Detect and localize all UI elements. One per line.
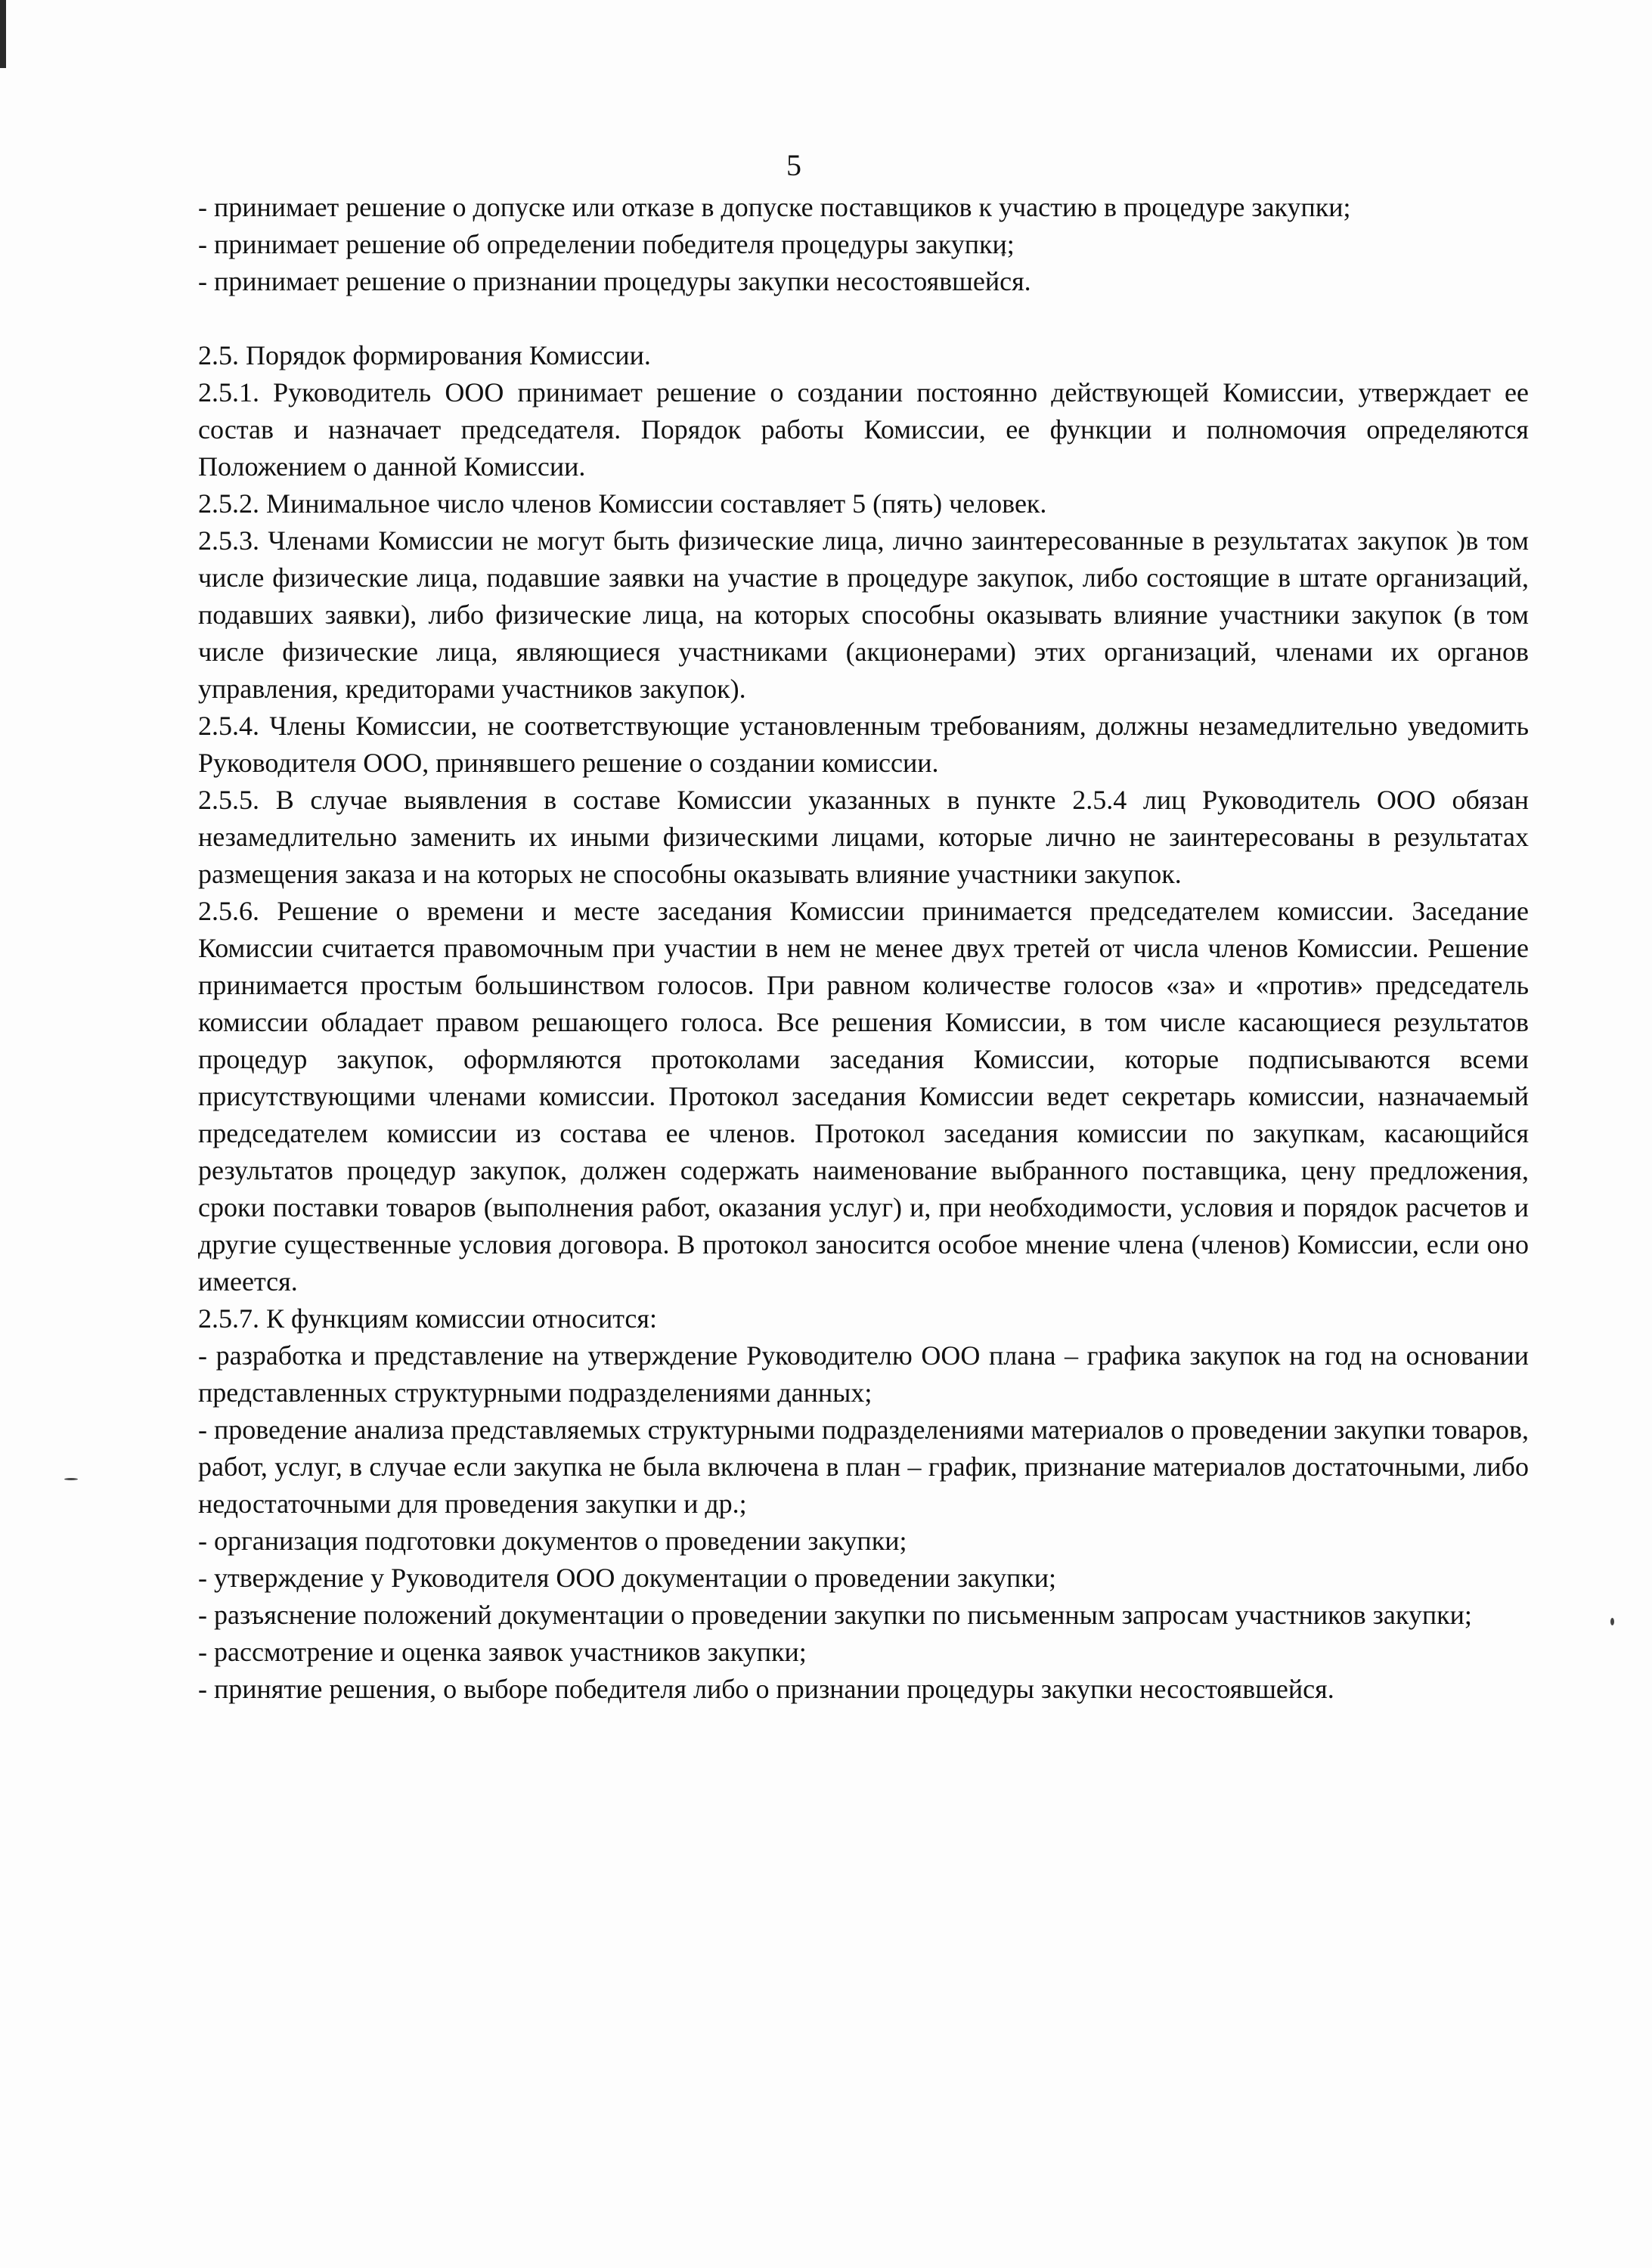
- scan-edge-mark: [0, 0, 6, 68]
- paragraph-2-5-3: 2.5.3. Членами Комиссии не могут быть физические лица, лично заинтересованные в результатах закупок )в том числе физические лица, подавшие заявки на участие в процедуре закупок, либо состоящие в штате организаций, подавших заявки), либо физические лица, на которых способны оказывать влияние участники закупок (в том числе физические лица, являющиеся участниками (акционерами) этих организаций, членами их органов управления, кредиторами участников закупок).: [198, 525, 1529, 704]
- scan-speck: [64, 1478, 78, 1480]
- page-number: 5: [786, 148, 801, 182]
- section-heading: 2.5. Порядок формирования Комиссии.: [198, 340, 651, 370]
- function-item: - утверждение у Руководителя ООО документации о проведении закупки;: [198, 1563, 1057, 1593]
- paragraph-gap: [198, 300, 1529, 337]
- function-item: - организация подготовки документов о проведении закупки;: [198, 1526, 907, 1556]
- scan-speck: [1610, 1618, 1614, 1625]
- function-item: - принятие решения, о выборе победителя либо о признании процедуры закупки несостоявшейся.: [198, 1674, 1334, 1704]
- function-item: - разработка и представление на утверждение Руководителю ООО плана – графика закупок на год на основании представленных структурными подразделениями данных;: [198, 1340, 1529, 1408]
- paragraph-2-5-5: 2.5.5. В случае выявления в составе Комиссии указанных в пункте 2.5.4 лиц Руководитель ООО обязан незамедлительно заменить их иными физическими лицами, которые лично не заинтересованы в результатах размещения заказа и на которых не способны оказывать влияние участники закупок.: [198, 785, 1529, 889]
- paragraph-2-5-6: 2.5.6. Решение о времени и месте заседания Комиссии принимается председателем комиссии. Заседание Комиссии считается правомочным при участии в нем не менее двух третей от числа членов Комиссии. Решение принимается простым большинством голосов. При равном количестве голосов «за» и «против» председатель комиссии обладает правом решающего голоса. Все решения Комиссии, в том числе касающиеся результатов процедур закупок, оформляются протоколами заседания Комиссии, которые подписываются всеми присутствующими членами комиссии. Протокол заседания Комиссии ведет секретарь комиссии, назначаемый председателем комиссии из состава ее членов. Протокол заседания комиссии по закупкам, касающийся результатов процедур закупок, должен содержать наименование выбранного поставщика, цену предложения, сроки поставки товаров (выполнения работ, оказания услуг) и, при необходимости, условия и порядок расчетов и другие существенные условия договора. В протокол заносится особое мнение члена (членов) Комиссии, если оно имеется.: [198, 896, 1529, 1297]
- intro-item: - принимает решение о допуске или отказе в допуске поставщиков к участию в процедуре закупки;: [198, 192, 1351, 222]
- intro-item: - принимает решение о признании процедуры закупки несостоявшейся.: [198, 266, 1031, 296]
- paragraph-2-5-1: 2.5.1. Руководитель ООО принимает решение о создании постоянно действующей Комиссии, утверждает ее состав и назначает председателя. Порядок работы Комиссии, ее функции и полномочия определяются Положением о данной Комиссии.: [198, 377, 1529, 482]
- function-item: - рассмотрение и оценка заявок участников закупки;: [198, 1637, 807, 1667]
- document-body: [198, 189, 1529, 1708]
- paragraph-2-5-2: 2.5.2. Минимальное число членов Комиссии составляет 5 (пять) человек.: [198, 488, 1047, 519]
- function-item: - разъяснение положений документации о проведении закупки по письменным запросам участников закупки;: [198, 1600, 1472, 1630]
- intro-item: - принимает решение об определении победителя процедуры закупки;: [198, 229, 1015, 259]
- paragraph-2-5-7: 2.5.7. К функциям комиссии относится:: [198, 1303, 657, 1334]
- function-item: - проведение анализа представляемых структурными подразделениями материалов о проведении закупки товаров, работ, услуг, в случае если закупка не была включена в план – график, признание материалов достаточными, либо недостаточными для проведения закупки и др.;: [198, 1414, 1529, 1519]
- paragraph-2-5-4: 2.5.4. Члены Комиссии, не соответствующие установленным требованиям, должны незамедлительно уведомить Руководителя ООО, принявшего решение о создании комиссии.: [198, 711, 1529, 778]
